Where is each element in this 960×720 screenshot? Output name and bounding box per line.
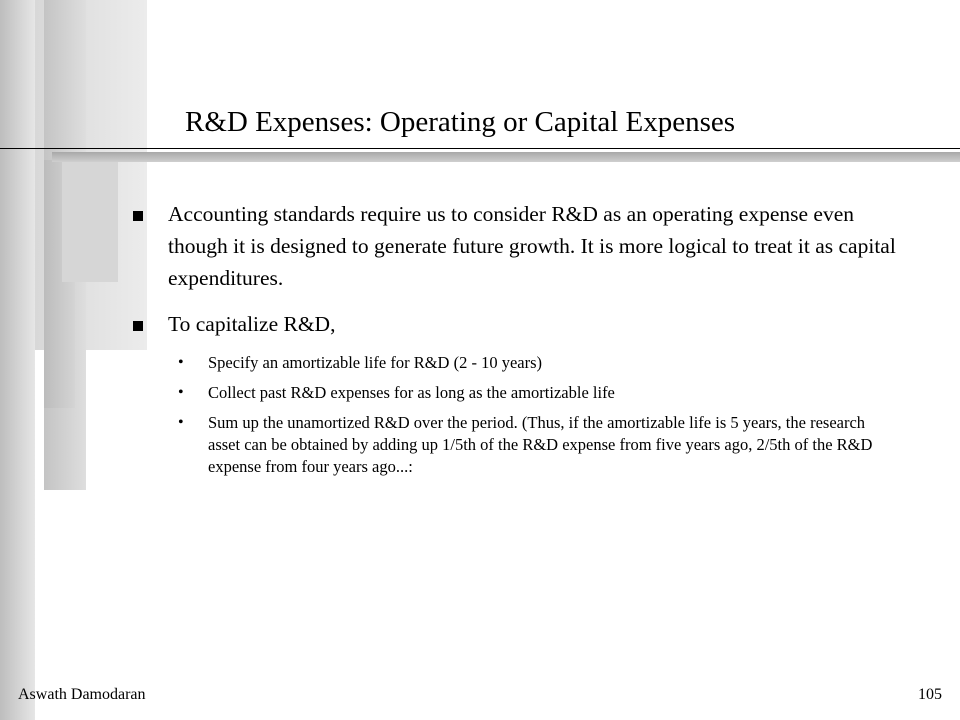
dot-bullet-icon: • bbox=[178, 354, 184, 371]
title-divider bbox=[0, 148, 960, 149]
bullet-item bbox=[130, 308, 900, 340]
dot-bullet-icon: • bbox=[178, 414, 184, 431]
bullet-text: To capitalize R&D, bbox=[168, 312, 336, 336]
decorative-bar bbox=[0, 0, 35, 720]
title-shadow-bar bbox=[52, 152, 960, 162]
sub-bullet-text: Specify an amortizable life for R&D (2 - 10 years) bbox=[208, 353, 543, 372]
square-bullet-icon bbox=[133, 321, 143, 331]
page-title: R&D Expenses: Operating or Capital Expenses bbox=[185, 106, 736, 138]
footer-page-number: 105 bbox=[918, 686, 942, 703]
sub-bullet-item bbox=[130, 382, 898, 404]
dot-bullet-icon: • bbox=[178, 384, 184, 401]
square-bullet-icon bbox=[133, 211, 143, 221]
footer-author: Aswath Damodaran bbox=[18, 686, 146, 703]
slide-content bbox=[130, 198, 900, 486]
sub-bullet-list bbox=[130, 352, 900, 478]
decorative-bar bbox=[62, 160, 118, 282]
sub-bullet-text: Sum up the unamortized R&D over the period. (Thus, if the amortizable life is 5 years, the research asset can be obtained by adding up 1/5th of the R&D expense from five years ago, 2/5th of the R&D expense from four years ago...: bbox=[208, 413, 873, 476]
bullet-item bbox=[130, 198, 900, 294]
bullet-text: Accounting standards require us to consider R&D as an operating expense even though it is designed to generate future growth. It is more logical to treat it as capital expenditures. bbox=[168, 202, 896, 290]
sub-bullet-text: Collect past R&D expenses for as long as the amortizable life bbox=[208, 383, 615, 402]
sub-bullet-item bbox=[130, 412, 898, 478]
sub-bullet-item bbox=[130, 352, 898, 374]
